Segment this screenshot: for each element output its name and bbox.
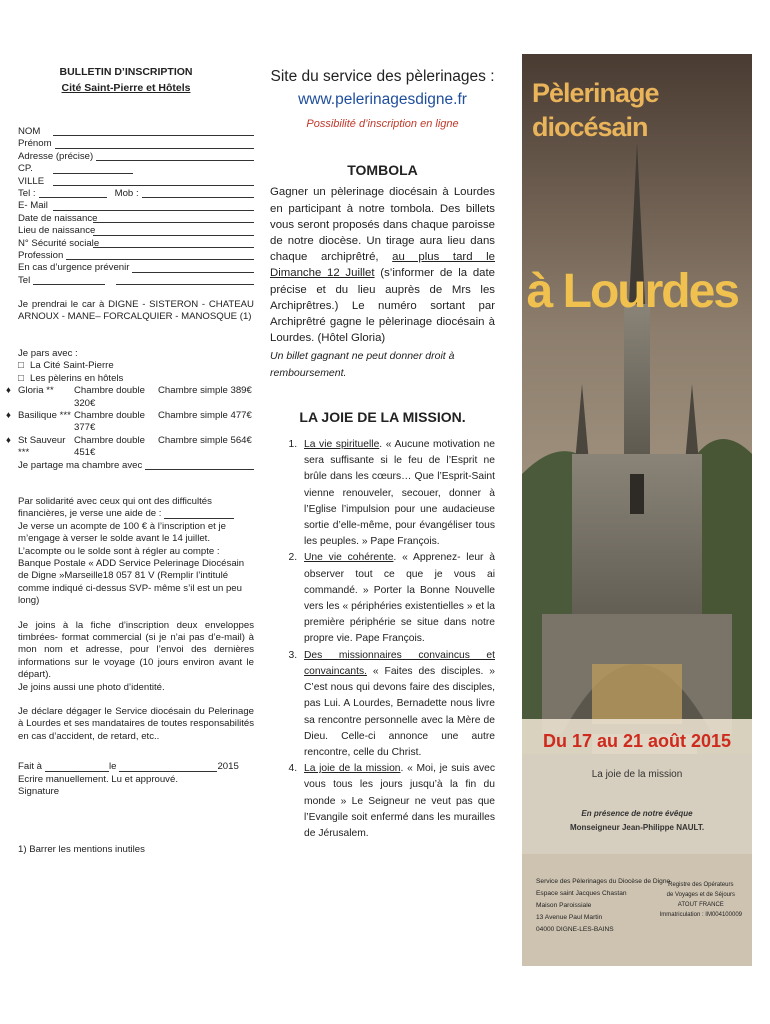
aide-amount-line[interactable] [164, 518, 234, 519]
list-item: 3. Des missionnaires convaincus et convaincants. « Faites des disciples. » C’est nous qui devons faire des disciples, pas Lui. A Lourdes, Bernadette nous livre sa rencontre personnelle avec la Mère de Dieu. Celle-ci annonce une autre rencontre, celle du Christ. [300, 648, 495, 761]
field-lieu-naissance[interactable]: Lieu de naissance [18, 225, 254, 237]
pilgrimage-poster [522, 54, 752, 966]
site-url-link[interactable]: www.pelerinagesdigne.fr [298, 91, 467, 108]
field-profession[interactable]: Profession [18, 250, 254, 262]
option-cite[interactable]: □ La Cité Saint-Pierre [18, 360, 114, 372]
field-tel-urgence[interactable]: Tel [18, 275, 254, 287]
field-date-naissance[interactable]: Date de naissance [18, 213, 254, 225]
joie-title: LA JOIE DE LA MISSION. [299, 408, 466, 425]
field-email[interactable]: E- Mail [18, 200, 254, 212]
tombola-title: TOMBOLA [347, 162, 418, 179]
decharge-text: Je déclare dégager le Service diocésain du Pelerinage à Lourdes et ses mandataires de toutes responsabilités en cas d’accident, de retard, etc.. [18, 706, 254, 742]
field-nom[interactable]: NOM [18, 126, 254, 138]
option-hotels[interactable]: □ Les pèlerins en hôtels [18, 372, 124, 384]
field-urgence[interactable]: En cas d’urgence prévenir [18, 262, 254, 274]
poster-address: Service des Pèlerinages du Diocèse de Digne Espace saint Jacques Chastan Maison Paroissiale 13 Avenue Paul Martin 04000 DIGNE-LES-BAINS [536, 878, 671, 933]
poster-date-band [522, 719, 752, 854]
poster-footer [522, 854, 752, 966]
form-header [0, 64, 254, 96]
room-row: ♦ Gloria ** Chambre double 320€ Chambre simple 389€ [6, 385, 252, 409]
bullet-diamond-icon: ♦ [6, 434, 11, 446]
form-title: BULLETIN D’INSCRIPTION [59, 66, 193, 78]
footnote: 1) Barrer les mentions inutiles [18, 844, 145, 856]
field-tel[interactable]: Tel : Mob : [18, 188, 254, 200]
poster-bishop-line2: Monseigneur Jean-Philippe NAULT. [569, 823, 705, 832]
field-ville[interactable]: VILLE [18, 176, 254, 188]
field-secu[interactable]: N° Sécurité sociale [18, 238, 254, 250]
checkbox-icon[interactable]: □ [18, 372, 24, 384]
signature-label: Signature [18, 786, 60, 798]
poster-registration: Registre des Opérateurs de Voyages et de Séjours ATOUT FRANCE Immatriculation : IM004100009 [659, 882, 742, 918]
pars-avec-label: Je pars avec : [18, 347, 78, 359]
site-title: Site du service des pèlerinages : [270, 68, 495, 85]
compte-text: L’acompte ou le solde sont à régler au compte : Banque Postale « ADD Service Pelerinage Diocésain de Digne »Marseille18 057 81 V (Remplir l’intitulé comme indiqué ci-dessus SVP- même s’il est un peu long) [18, 545, 245, 607]
field-cp[interactable]: CP. [18, 163, 254, 175]
poster-bishop-line1: En présence de notre évêque [581, 809, 693, 818]
poster-title-lourdes: à Lourdes [526, 265, 738, 318]
ecrire-text: Ecrire manuellement. Lu et approuvé. [18, 773, 178, 785]
tombola-note: Un billet gagnant ne peut donner droit à remboursement. [270, 350, 455, 379]
room-row: ♦ Basilique *** Chambre double 377€ Chambre simple 477€ [6, 409, 252, 434]
poster-dates: Du 17 au 21 août 2015 [542, 731, 732, 751]
room-row: ♦ St Sauveur *** Chambre double 451€ Chambre simple 564€ [6, 434, 252, 459]
poster-title: Pèlerinage diocésain [532, 78, 659, 142]
mission-list [270, 437, 495, 842]
enveloppes-text: Je joins à la fiche d’inscription deux enveloppes timbrées- format commercial (si je n’ai pas d’e-mail) à mon nom et adresse, pour l’envoi des dernières informations sur le voyage (10 jours environ avant le départ). [18, 619, 254, 681]
list-item: 2. Une vie cohérente. « Apprenez- leur à observer tout ce que je vous ai commandé. » Porter la Bonne Nouvelle vers les « périphéries existentielles » et la première périphérie se situe dans notre propre vie. Pape François. [300, 550, 495, 647]
poster-theme: La joie de la mission [591, 769, 683, 780]
field-fait-a[interactable]: Fait à le 2015 [18, 761, 239, 773]
identity-fields [18, 126, 254, 287]
list-item: 4. La joie de la mission. « Moi, je suis avec vous tous les jours jusqu’à la fin du monde » Le Seigneur ne veut pas que l’Evangile soit enfermé dans les murailles de Jérusalem. [300, 761, 495, 842]
tombola-text: Gagner un pèlerinage diocésain à Lourdes en participant à notre tombola. Des billets vous seront proposés dans chaque paroisse de notre diocèse. Un tirage aura lieu dans chaque archiprêtré, au plus tard le Dimanche 12 Juillet (s’informer de la date précise et du lieu auprès de Mrs les Archiprêtres.) Le numéro sortant par Archiprêtré gagne le pèlerinage diocésain à Lourdes. (Hôtel Gloria) [270, 186, 496, 345]
bullet-diamond-icon: ♦ [6, 385, 11, 397]
checkbox-icon[interactable]: □ [18, 360, 24, 372]
info-column [270, 66, 495, 842]
acompte-text: Je verse un acompte de 100 € à l’inscription et je m’engage à verser le solde avant le 14 juillet. [18, 520, 226, 545]
solidarite-text: Par solidarité avec ceux qui ont des difficultés financières, je verse une aide de : [18, 496, 254, 521]
form-subtitle: Cité Saint-Pierre et Hôtels [61, 82, 191, 94]
lodging-options [18, 360, 254, 385]
photo-text: Je joins aussi une photo d’identité. [18, 681, 165, 693]
online-registration-note: Possibilité d’inscription en ligne [306, 118, 459, 130]
field-adresse[interactable]: Adresse (précise) [18, 151, 254, 163]
registration-form-column [6, 64, 254, 857]
bullet-diamond-icon: ♦ [6, 409, 11, 421]
field-partage[interactable]: Je partage ma chambre avec [18, 460, 254, 472]
field-prenom[interactable]: Prénom [18, 138, 254, 150]
hotel-room-list [6, 385, 254, 459]
list-item: 1. La vie spirituelle. « Aucune motivation ne sera suffisante si le feu de l’Esprit ne brûle dans les cœurs… Que l’Esprit-Saint vienne renouveler, secouer, donner à l’Eglise l’impulsion pour une audacieuse sortie d’elle-même, pour évangéliser tous les peuples. » Pape François. [300, 437, 495, 550]
car-route-text: Je prendrai le car à DIGNE - SISTERON - CHATEAU ARNOUX - MANE– FORCALQUIER - MANOSQUE (1) [18, 299, 254, 323]
